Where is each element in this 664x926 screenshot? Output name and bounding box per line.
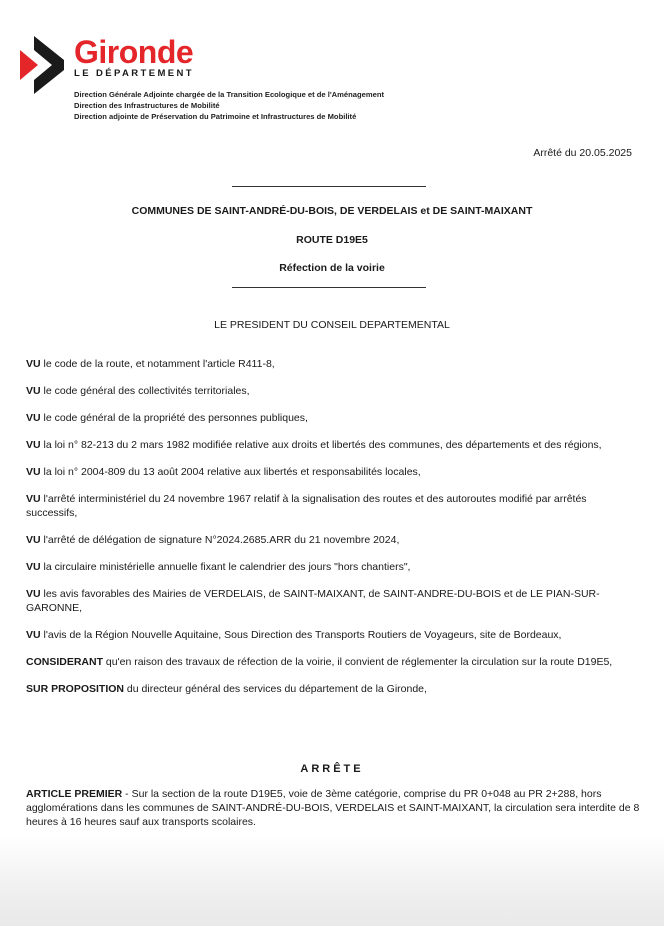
article-premier bbox=[26, 787, 640, 829]
clause-item bbox=[26, 682, 640, 696]
clause-text: le code de la route, et notamment l'article R411-8, bbox=[40, 358, 275, 370]
clause-item bbox=[26, 587, 640, 615]
clause-item bbox=[26, 357, 640, 371]
clause-text: la circulaire ministérielle annuelle fixant le calendrier des jours "hors chantiers", bbox=[40, 561, 411, 573]
direction-line: Direction adjointe de Préservation du Patrimoine et Infrastructures de Mobilité bbox=[74, 112, 357, 121]
clause-lead: VU bbox=[26, 588, 41, 600]
clause-text: l'arrêté de délégation de signature N°2024.2685.ARR du 21 novembre 2024, bbox=[40, 534, 400, 546]
clause-lead: VU bbox=[26, 385, 41, 397]
clause-lead: SUR PROPOSITION bbox=[26, 683, 125, 695]
arrete-date: Arrêté du 20.05.2025 bbox=[533, 147, 632, 159]
clause-item bbox=[26, 628, 640, 642]
clause-text: qu'en raison des travaux de réfection de la voirie, il convient de réglementer la circulation sur la route D19E5, bbox=[103, 656, 613, 668]
subject-title: Réfection de la voirie bbox=[279, 262, 385, 274]
article-lead: ARTICLE PREMIER bbox=[26, 788, 123, 800]
communes-title: COMMUNES DE SAINT-ANDRÉ-DU-BOIS, DE VERDELAIS et DE SAINT-MAIXANT bbox=[131, 205, 533, 217]
page-bottom-shadow bbox=[0, 836, 664, 926]
clause-item bbox=[26, 465, 640, 479]
divider-bottom bbox=[232, 287, 426, 288]
gironde-logo-icon bbox=[20, 36, 70, 94]
clause-text: du directeur général des services du département de la Gironde, bbox=[124, 683, 427, 695]
brand-block bbox=[74, 36, 194, 80]
brand-name: Gironde bbox=[74, 34, 194, 70]
clause-text: la loi n° 82-213 du 2 mars 1982 modifiée relative aux droits et libertés des communes, des départements et des régions, bbox=[40, 439, 602, 451]
brand-subtitle: LE DÉPARTEMENT bbox=[74, 68, 194, 79]
clause-text: l'avis de la Région Nouvelle Aquitaine, Sous Direction des Transports Routiers de Voyageurs, site de Bordeaux, bbox=[40, 629, 562, 641]
clause-item bbox=[26, 384, 640, 398]
clause-text: l'arrêté interministériel du 24 novembre 1967 relatif à la signalisation des routes et des autoroutes modifié par arrêtés successifs, bbox=[26, 493, 587, 519]
clause-text: le code général de la propriété des personnes publiques, bbox=[40, 412, 308, 424]
clause-text: la loi n° 2004-809 du 13 août 2004 relative aux libertés et responsabilités locales, bbox=[40, 466, 421, 478]
clause-lead: VU bbox=[26, 466, 41, 478]
clause-item bbox=[26, 560, 640, 574]
clause-item bbox=[26, 533, 640, 547]
president-heading: LE PRESIDENT DU CONSEIL DEPARTEMENTAL bbox=[214, 319, 450, 331]
clause-lead: VU bbox=[26, 493, 41, 505]
clause-lead: VU bbox=[26, 561, 41, 573]
clause-text: le code général des collectivités territoriales, bbox=[40, 385, 250, 397]
clause-lead: VU bbox=[26, 534, 41, 546]
route-title: ROUTE D19E5 bbox=[296, 234, 368, 246]
divider-top bbox=[232, 186, 426, 187]
clause-lead: VU bbox=[26, 629, 41, 641]
clause-lead: VU bbox=[26, 439, 41, 451]
clause-item bbox=[26, 438, 640, 452]
direction-line: Direction des Infrastructures de Mobilité bbox=[74, 101, 220, 110]
clauses-list bbox=[26, 357, 640, 709]
clause-text: les avis favorables des Mairies de VERDELAIS, de SAINT-MAIXANT, de SAINT-ANDRE-DU-BOIS et de LE PIAN-SUR-GARONNE, bbox=[26, 588, 600, 614]
clause-item bbox=[26, 655, 640, 669]
clause-item bbox=[26, 411, 640, 425]
direction-line: Direction Générale Adjointe chargée de la Transition Ecologique et de l'Aménagement bbox=[74, 90, 384, 99]
clause-lead: CONSIDERANT bbox=[26, 656, 104, 668]
clause-lead: VU bbox=[26, 412, 41, 424]
clause-lead: VU bbox=[26, 358, 41, 370]
clause-item bbox=[26, 492, 640, 520]
arrete-heading: ARRÊTE bbox=[300, 763, 364, 775]
article-text: - Sur la section de la route D19E5, voie de 3ème catégorie, comprise du PR 0+048 au PR 2+288, hors agglomérations dans les communes de SAINT-ANDRÉ-DU-BOIS, VERDELAIS et SAINT-MAIXANT, la circulation sera interdite de 8 heures à 16 heures sauf aux transports scolaires. bbox=[26, 788, 640, 828]
directions-list bbox=[74, 89, 384, 122]
